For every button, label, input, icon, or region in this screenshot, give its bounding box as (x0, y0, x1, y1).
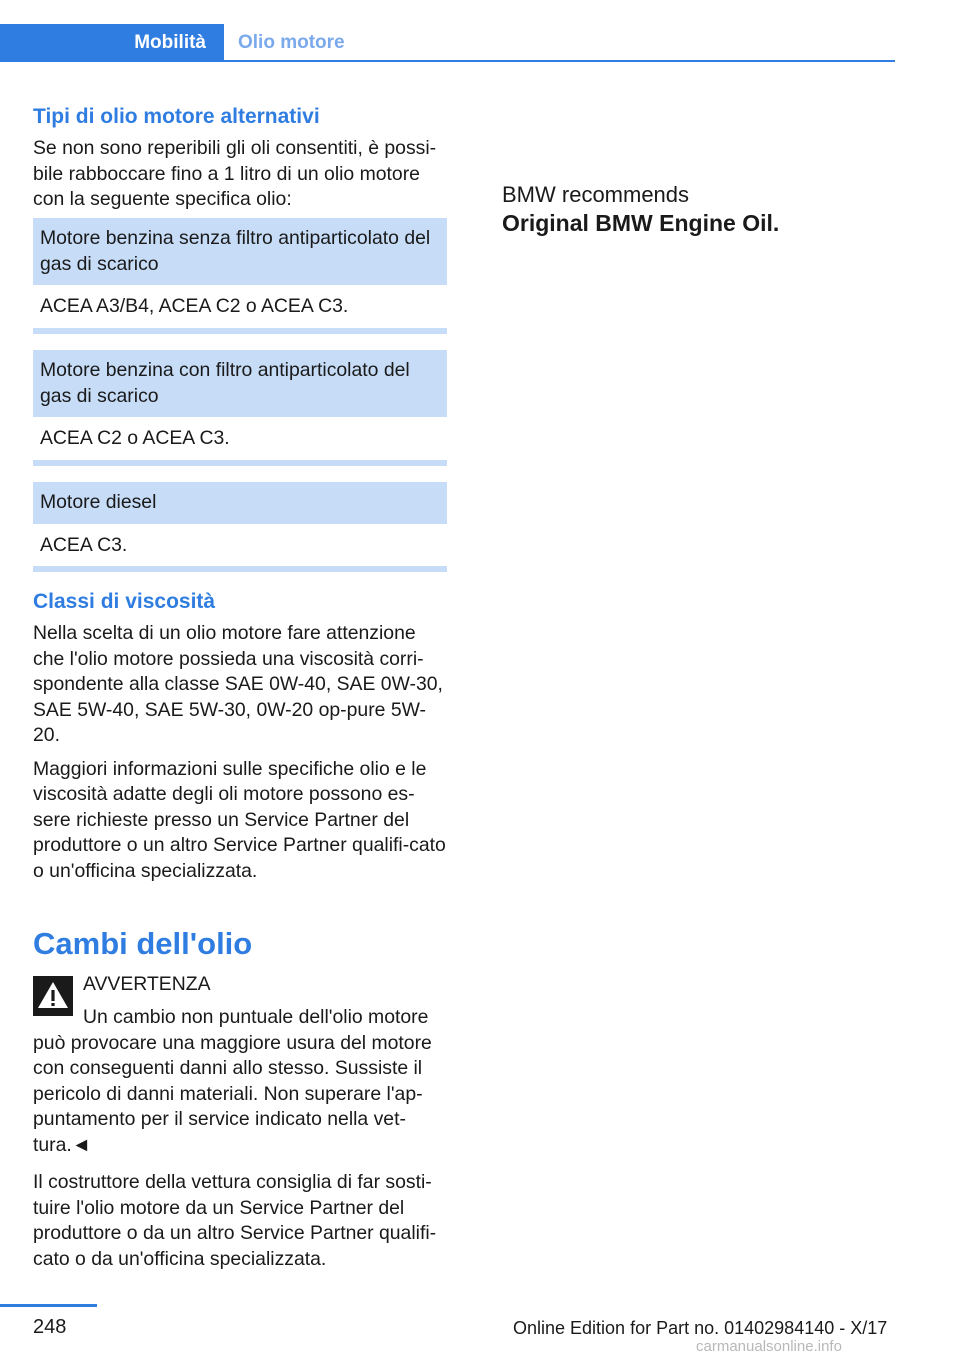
warning-header (83, 972, 447, 998)
page-number: 248 (33, 1316, 67, 1338)
header-rule (0, 60, 895, 62)
spec-block-petrol-no-filter (33, 218, 447, 334)
spec-divider (33, 566, 447, 572)
spec-head: Motore benzina senza filtro antiparticolato del gas di scarico (33, 218, 447, 285)
spec-head: Motore benzina con filtro antiparticolato del gas di scarico (33, 350, 447, 417)
bmw-oil-recommendation (502, 182, 802, 238)
viscosity-paragraph: Nella scelta di un olio motore fare attenzione che l'olio motore possieda una viscosità corri-spondente alla classe SAE 0W-40, SAE 0W-30, SAE 5W-40, SAE 5W-30, 0W-20 op-pure 5W-20. (33, 622, 443, 746)
tab-olio-motore[interactable]: Olio motore (238, 32, 345, 53)
spec-value: ACEA C3. (40, 533, 128, 556)
bmw-recommends-text: BMW recommends (502, 182, 690, 207)
oil-change-paragraph-block (33, 1170, 447, 1272)
oil-change-section (33, 926, 447, 962)
warning-text: Un cambio non puntuale dell'olio motore può provocare una maggiore usura del motore con conseguenti danni allo stesso. Sussiste il pericolo di danni materiali. Non superare l'ap-puntamento per il service indicato nella vet-tura.◄ (33, 1006, 432, 1156)
spec-head: Motore diesel (33, 482, 447, 524)
chapter-title: Cambi dell'olio (33, 926, 253, 961)
spec-value: ACEA C2 o ACEA C3. (40, 427, 230, 449)
spec-block-petrol-filter (33, 350, 447, 466)
spec-block-diesel (33, 482, 447, 572)
viscosity-section (33, 589, 447, 884)
edition-info: Online Edition for Part no. 01402984140 - X/17 (513, 1318, 888, 1338)
oil-change-paragraph: Il costruttore della vettura consiglia di far sosti-tuire l'olio motore da un Service Partner del produttore o da un altro Service Partner qualifi-cato o da un'officina specializzata. (33, 1171, 437, 1270)
warning-label: AVVERTENZA (83, 973, 211, 995)
spec-divider (33, 328, 447, 334)
header-tabbar (0, 24, 895, 62)
bmw-engine-oil-text: Original BMW Engine Oil. (502, 210, 780, 236)
section-title: Tipi di olio motore alternativi (33, 105, 320, 128)
watermark: carmanualsonline.info (696, 1338, 842, 1355)
section-title: Classi di viscosità (33, 590, 216, 613)
spec-divider (33, 460, 447, 466)
spec-value: ACEA A3/B4, ACEA C2 o ACEA C3. (40, 295, 349, 317)
warning-block (33, 1005, 447, 1158)
viscosity-paragraph: Maggiori informazioni sulle specifiche olio e le viscosità adatte degli oli motore possono es-sere richieste presso un Service Partner del produttore o un altro Service Partner qualifi-cato o un'officina specializzata. (33, 757, 446, 882)
tab-mobilita[interactable]: Mobilità (0, 24, 224, 62)
alt-oils-section (33, 104, 447, 213)
alt-oils-intro: Se non sono reperibili gli oli consentiti, è possi-bile rabboccare fino a 1 litro di un olio motore con la seguente specifica olio: (33, 137, 437, 210)
footer-rule (0, 1304, 97, 1307)
